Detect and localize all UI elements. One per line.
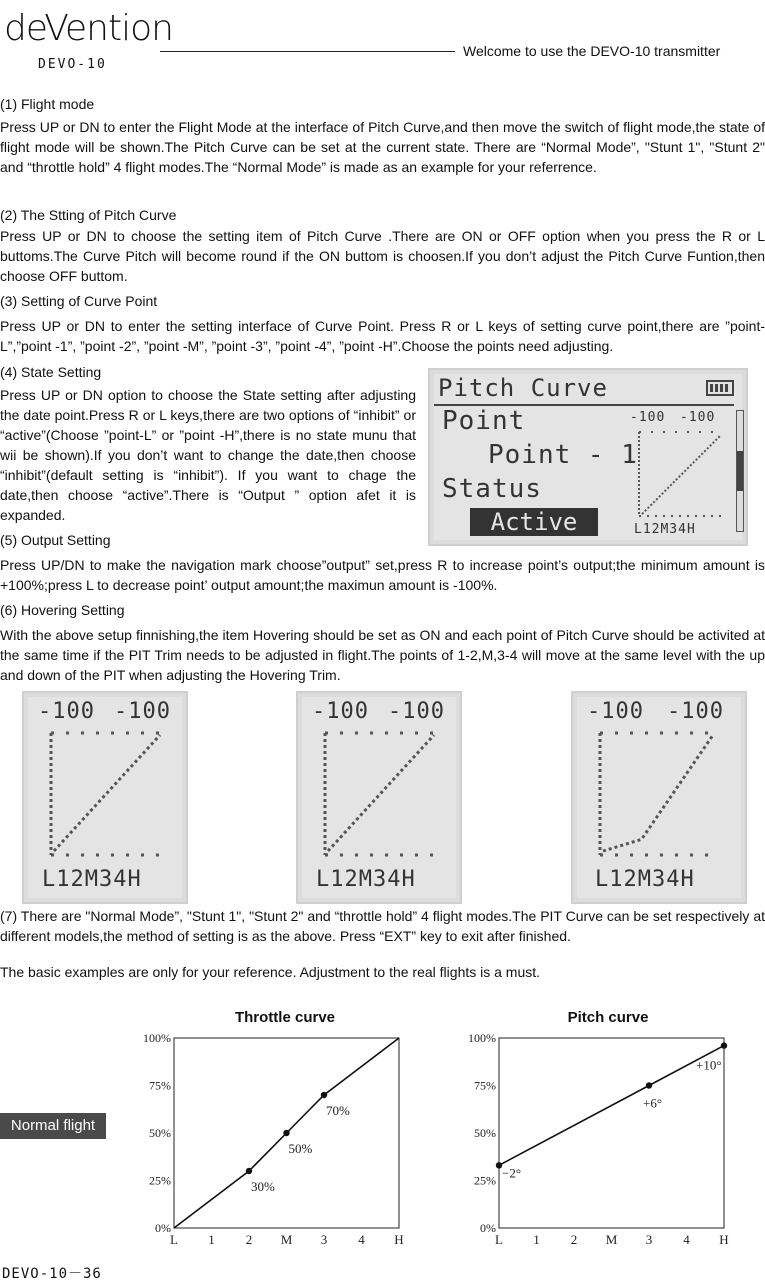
x-tick-label: 2 (570, 1232, 578, 1247)
y-tick-label: 50% (474, 1126, 496, 1140)
data-point (283, 1130, 289, 1136)
y-tick-label: 0% (155, 1221, 171, 1235)
battery-icon (706, 380, 734, 396)
section-5-title: (5) Output Setting (0, 532, 111, 548)
header-rule (160, 51, 455, 52)
pitch-chart-title: Pitch curve (567, 1009, 649, 1026)
lcd-point-value: Point - 1 (488, 440, 638, 470)
lcd-hover-2 (296, 691, 462, 904)
lcd-pitch-curve (428, 368, 748, 546)
lcd-hover-1-val-left: -100 (38, 699, 95, 724)
section-1-title: (1) Flight mode (0, 96, 95, 112)
x-tick-label: L (170, 1232, 178, 1247)
data-point (321, 1092, 327, 1098)
lcd-hover-3 (571, 691, 747, 904)
lcd-hover-2-axis: L12M34H (316, 867, 416, 892)
pitch-chart (455, 1028, 745, 1258)
lcd-val-right: -100 (680, 410, 716, 425)
section-6-body: With the above setup finnishing,the item Hovering should be set as ON and each point of Pitch Curve should be activited at the same time if the PIT Trim needs to be adjusted in flight.The points of 1-2,M,3-4 will move at the same level with the up and down of the PIT when adjusting the Hovering Trim. (0, 627, 765, 683)
section-7-body: (7) There are "Normal Mode”, "Stunt 1", "Stunt 2" and “throttle hold” 4 flight modes.The PIT Curve can be set respectively at different models,the method of setting is as the above. Press “EXT” key to exit after finished. (0, 908, 765, 944)
x-tick-label: 4 (683, 1232, 690, 1247)
series-line (499, 1046, 724, 1166)
section-5-body: Press UP/DN to make the navigation mark choose”output” set,press R to increase point’s output;the minimum amount is +100%;press L to decrease point’ output amount;the maximun amount is -100%. (0, 557, 765, 593)
x-tick-label: 3 (320, 1232, 328, 1247)
lcd-title: Pitch Curve (438, 374, 608, 402)
x-tick-label: 1 (208, 1232, 215, 1247)
y-tick-label: 50% (149, 1126, 171, 1140)
y-tick-label: 25% (474, 1173, 496, 1188)
section-2-body: Press UP or DN to choose the setting item of Pitch Curve .There are ON or OFF option when you press the R or L buttoms.The Curve Pitch will become round if the ON buttom is choosen.If you don’t adjust the Pitch Curve Funtion,then choose OFF buttom. (0, 228, 765, 284)
data-label: −2° (502, 1165, 522, 1181)
section-3-title: (3) Setting of Curve Point (0, 293, 158, 309)
throttle-chart (130, 1028, 420, 1258)
data-point (646, 1082, 652, 1088)
data-label: +6° (643, 1095, 663, 1111)
lcd-hover-2-val-left: -100 (312, 699, 369, 724)
x-tick-label: L (495, 1232, 503, 1247)
lcd-status-value: Active (470, 508, 598, 536)
x-tick-label: 3 (645, 1232, 653, 1247)
brand-logo: deVention (4, 8, 173, 49)
model-name: DEVO-10 (38, 57, 107, 72)
x-tick-label: H (394, 1232, 404, 1247)
section-3-body: Press UP or DN to enter the setting interface of Curve Point. Press R or L keys of setting curve point,there are ”point-L”,”point -1”, ”point -2”, ”point -M”, ”point -3”, ”point -4”, ”point -H”.Choose the points need adjusting. (0, 318, 765, 354)
x-tick-label: H (719, 1232, 729, 1247)
section-6-title: (6) Hovering Setting (0, 602, 125, 618)
data-point (246, 1168, 252, 1174)
data-label: 50% (288, 1141, 313, 1156)
throttle-chart-title: Throttle curve (234, 1009, 336, 1026)
y-tick-label: 100% (468, 1031, 496, 1045)
lcd-hover-1-val-right: -100 (114, 699, 171, 724)
lcd-hover-3-val-right: -100 (667, 699, 724, 724)
section-4-body: Press UP or DN option to choose the State setting after adjusting the date point.Press R or L keys,there are two options of “inhibit” or “active”(Choose ”point-L” or ”point -H”,there is no state munu that wii be shown).If you don’t want to change the date,then choose “inhibit”(default setting is “inhibit”). If you want to chage the date,then choose “active”.There is “Output ” option afet it is expanded. (0, 387, 416, 523)
lcd-curve-line (328, 735, 434, 851)
normal-flight-badge: Normal flight (0, 1113, 106, 1139)
data-label: 70% (326, 1103, 350, 1118)
x-tick-label: M (605, 1232, 618, 1247)
lcd-hover-3-curve (597, 729, 721, 859)
lcd-hover-3-val-left: -100 (587, 699, 644, 724)
lcd-hover-1 (22, 691, 188, 904)
data-point (721, 1042, 727, 1048)
data-label: +10° (696, 1057, 722, 1073)
lcd-axis: L12M34H (634, 522, 696, 537)
lcd-hover-1-curve (48, 729, 168, 859)
section-4-title: (4) State Setting (0, 364, 102, 380)
lcd-mini-curve (636, 430, 726, 520)
chart-frame (499, 1038, 724, 1228)
lcd-hover-2-curve (322, 729, 442, 859)
reference-note: The basic examples are only for your reference. Adjustment to the real flights is a must. (0, 964, 541, 980)
lcd-hover-3-axis: L12M34H (595, 867, 695, 892)
x-tick-label: M (280, 1232, 293, 1247)
lcd-curve-line (54, 735, 160, 851)
page-footer: DEVO-10－36 (2, 1266, 102, 1282)
y-tick-label: 0% (480, 1221, 496, 1235)
welcome-text: Welcome to use the DEVO-10 transmitter (463, 43, 721, 59)
y-tick-label: 25% (149, 1173, 171, 1188)
x-tick-label: 2 (245, 1232, 253, 1247)
y-tick-label: 75% (474, 1078, 496, 1093)
y-tick-label: 100% (143, 1031, 171, 1045)
lcd-val-left: -100 (630, 410, 666, 425)
section-2-title: (2) The Stting of Pitch Curve (0, 207, 177, 223)
y-tick-label: 75% (149, 1078, 171, 1093)
lcd-curve-line (603, 735, 713, 851)
lcd-scrollbar (736, 410, 744, 532)
lcd-hover-2-val-right: -100 (388, 699, 445, 724)
x-tick-label: 4 (358, 1232, 365, 1247)
data-label: 30% (251, 1179, 275, 1194)
section-1-body: Press UP or DN to enter the Flight Mode at the interface of Pitch Curve,and then move the switch of flight mode,the state of flight mode will be shown.The Pitch Curve can be set at the current state. There are “Normal Mode”, "Stunt 1", "Stunt 2" and “throttle hold” 4 flight modes.The “Normal Mode” is made as an example for your referrence. (0, 119, 765, 175)
lcd-point-label: Point (442, 406, 526, 436)
x-tick-label: 1 (533, 1232, 540, 1247)
lcd-hover-1-axis: L12M34H (42, 867, 142, 892)
lcd-status-label: Status (442, 474, 542, 504)
